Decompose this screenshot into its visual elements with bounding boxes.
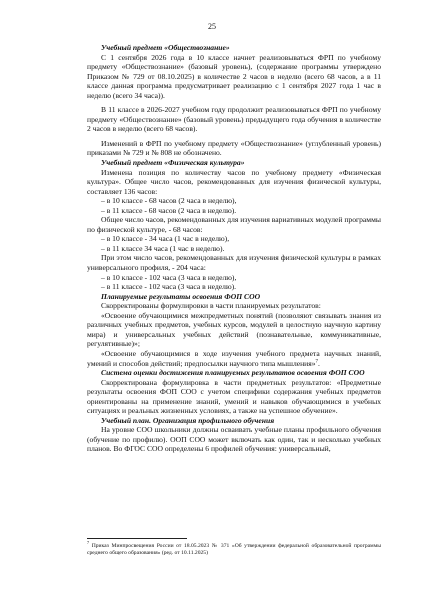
footnote [87,540,381,557]
list-item [87,206,381,216]
para-text: На уровне СОО школьники должны осваивать учебные планы профильного обучения (обучение по профилю). ООП СОО может включать как один, так и несколько учебных планов. Во ФГОС СОО определены 6 профилей обучения: универсальный, [87,425,381,454]
list-item [87,244,381,254]
section-heading [87,368,381,378]
para-text: При этом число часов, рекомендованных для изучения физической культуры в рамках универсального профиля, - 204 часа: [87,253,381,273]
paragraph [87,311,381,349]
heading-text: Учебный предмет «Физическая культура» [101,158,245,168]
para-text: Скорректирована формулировка в части предметных результатов: «Предметные результаты освоения ФОП СОО с учетом специфики содержания учебных предметов ориентированы на применение знаний, умений и навыков обучающимися в учебных ситуациях и реальных жизненных условиях, а также на успешное обучение». [87,377,381,416]
item-text: – в 11 классе - 102 часа (3 часа в неделю). [101,282,237,292]
item-text: – в 10 классе - 68 часов (2 часа в неделю), [101,196,237,206]
section-heading [87,43,381,53]
list-item [87,196,381,206]
paragraph [87,53,381,101]
paragraph [87,378,381,416]
item-text: – в 11 классе - 68 часов (2 часа в неделю). [101,205,237,215]
footnote-separator [87,538,187,539]
para-text: Изменений в ФРП по учебному предмету «Обществознание» (углубленный уровень) приказами № 729 и № 808 не обозначено. [87,138,381,158]
item-text: – в 10 классе - 102 часа (3 часа в неделю), [101,272,237,282]
paragraph [87,253,381,272]
heading-text: Учебный предмет «Обществознание» [101,43,230,52]
page-body [87,43,381,454]
footnote-text: Приказ Минпросвещения России от 18.05.2023 № 371 «Об утверждении федеральной образовательной программы среднего общего образования» (ред. от 10.11.2025) [87,543,381,556]
para-text: Общее число часов, рекомендованных для изучения вариативных модулей программы по физической культуре, - 68 часов: [87,215,381,234]
para-text: «Освоение обучающимися межпредметных понятий (позволяют связывать знания из различных учебных предметов, учебных курсов, модулей в целостную научную картину мира) и универсальных учебных действий (познавательные, коммуникативные, регулятивные)»; [87,310,381,349]
paragraph: «Освоение обучающимися в ходе изучения учебного предмета научных знаний, умений и способов действий; предпосылки научного типа мышления»$^7$. [87,348,381,368]
para-text: Скорректированы формулировки в части планируемых результатов: [101,301,321,311]
paragraph [87,139,381,158]
paragraph [87,215,381,234]
heading-text: Учебный план. Организация профильного обучения [101,415,275,425]
item-text: – в 10 классе - 34 часа (1 час в неделю), [101,234,230,244]
paragraph [87,425,381,454]
paragraph [87,105,381,134]
para-text: В 11 классе в 2026-2027 учебном году продолжит реализовываться ФРП по учебному предмету «Обществознание» (базовый уровень) предыдущего года обучения в количестве 2 часов в неделю (всего 68 часов). [87,105,381,134]
heading-text: Планируемые результаты освоения ФОП СОО [101,291,261,301]
para-text: С 1 сентября 2026 года в 10 классе начнет реализовываться ФРП по учебному предмету «Обществознание» (базовый уровень), (содержание программы утверждено Приказом № 729 от 08.10.2025) в количестве 2 часов в неделю (всего 68 часов, а в 11 классе данная программа предусматривает реализацию с 1 сентября 2027 года 1 час в неделю (всего 34 часа)). [87,52,381,100]
list-item [87,282,381,292]
section-heading [87,292,381,302]
footnote-marker: 7 [87,540,90,546]
para-text: Изменена позиция по количеству часов по учебному предмету «Физическая культура». Общее число часов, рекомендованных для изучения физической культуры, составляет 136 часов: [87,167,381,196]
page-number: 25 [208,22,216,31]
section-heading [87,416,381,426]
heading-text: Система оценки достижения планируемых результатов освоения ФОП СОО [101,368,365,378]
footnote-reference: 7 [315,358,319,364]
list-item [87,234,381,244]
section-heading [87,158,381,168]
list-item [87,273,381,283]
paragraph [87,168,381,197]
item-text: – в 11 классе 34 часа (1 час в неделю). [101,243,225,253]
para-text: «Освоение обучающимися в ходе изучения учебного предмета научных знаний, умений и способов действий; предпосылки научного типа мышления» [87,348,381,368]
paragraph [87,301,381,311]
